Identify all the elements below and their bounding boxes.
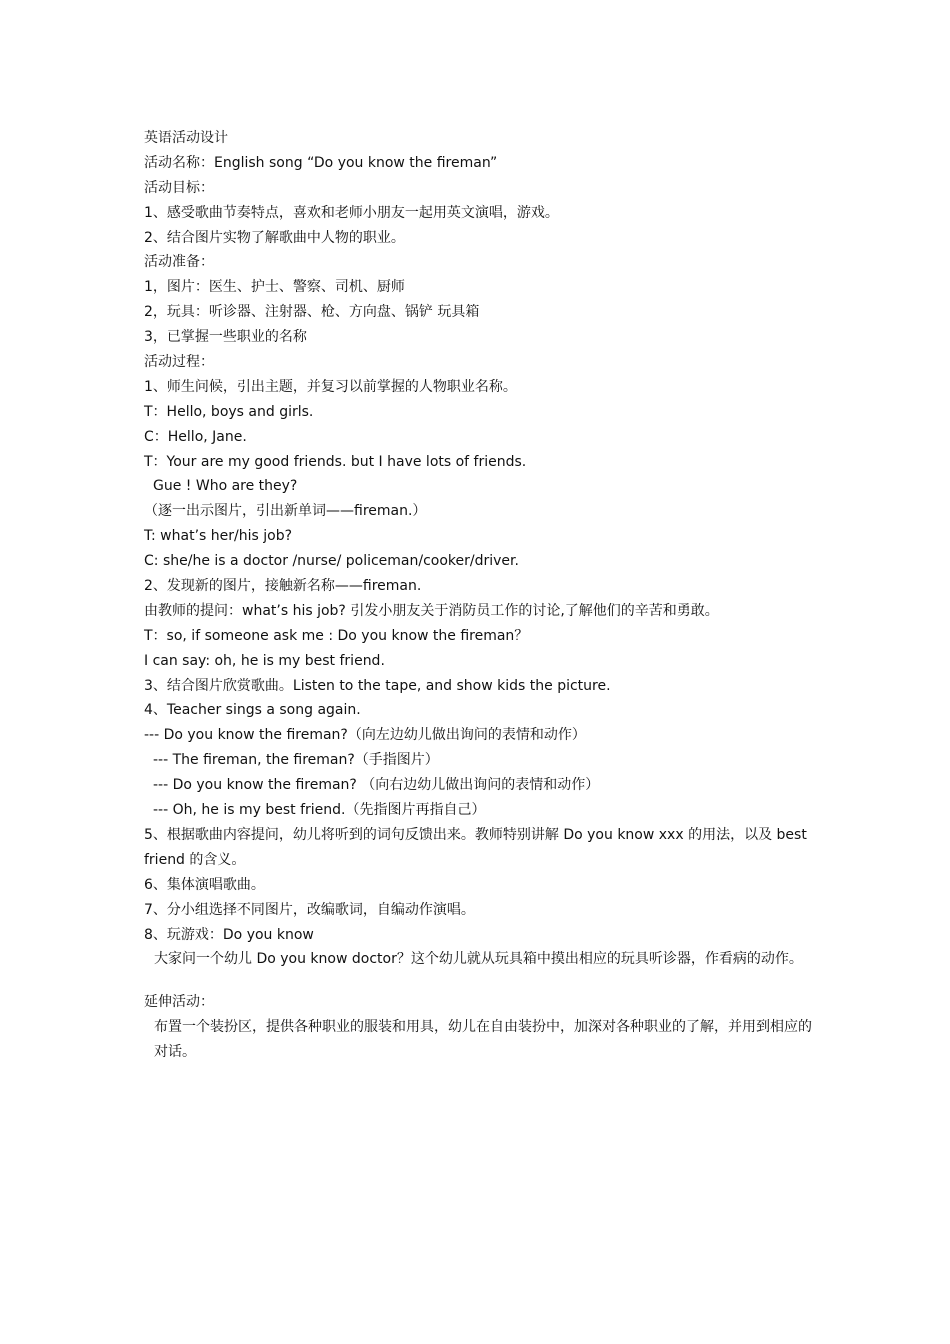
process-line: 1、师生问候，引出主题，并复习以前掌握的人物职业名称。 [144,378,517,395]
process-line: 3、结合图片欣赏歌曲。Listen to the tape, and show kids the picture. [144,677,611,694]
prep-item: 2，玩具：听诊器、注射器、枪、方向盘、锅铲 玩具箱 [144,304,480,321]
document-title: 英语活动设计 [144,130,228,146]
process-line: 5、根据歌曲内容提问，幼儿将听到的词句反馈出来。教师特别讲解 Do you know xxx 的用法，以及 best friend 的含义。 [144,826,807,868]
prep-heading: 活动准备： [144,254,214,271]
document-body [144,126,824,1065]
dialogue-line: Gue ! Who are they? [153,478,298,495]
prep-item: 1，图片：医生、护士、警察、司机、厨师 [144,279,405,296]
process-line: 6、集体演唱歌曲。 [144,876,265,893]
song-lyric-line: --- The fireman, the fireman?（手指图片） [153,752,439,769]
dialogue-line: I can say: oh, he is my best friend. [144,652,385,669]
extension-heading: 延伸活动： [144,994,214,1011]
process-line: 2、发现新的图片，接触新名称——fireman. [144,578,422,595]
goal-item: 1、感受歌曲节奏特点，喜欢和老师小朋友一起用英文演唱，游戏。 [144,204,559,221]
dialogue-line: T：Hello, boys and girls. [144,403,314,420]
section-spacer [144,972,824,990]
process-heading: 活动过程： [144,354,214,371]
song-lyric-line: --- Do you know the fireman? （向右边幼儿做出询问的表情和动作） [153,777,600,794]
dialogue-line: T: what’s her/his job? [144,528,293,545]
dialogue-line: C: she/he is a doctor /nurse/ policeman/cooker/driver. [144,553,519,570]
goals-heading: 活动目标： [144,179,214,196]
activity-name: 活动名称：English song “Do you know the fireman” [144,154,498,171]
goal-item: 2、结合图片实物了解歌曲中人物的职业。 [144,229,405,246]
song-lyric-line: --- Do you know the fireman?（向左边幼儿做出询问的表情和动作） [144,727,586,744]
process-note: （逐一出示图片，引出新单词——fireman.） [144,503,427,520]
process-line: 由教师的提问：what’s his job? 引发小朋友关于消防员工作的讨论,了解他们的辛苦和勇敢。 [144,602,719,619]
extension-text: 布置一个装扮区，提供各种职业的服装和用具，幼儿在自由装扮中，加深对各种职业的了解，并用到相应的对话。 [154,1019,812,1061]
game-description: 大家问一个幼儿 Do you know doctor？这个幼儿就从玩具箱中摸出相应的玩具听诊器，作看病的动作。 [154,951,803,968]
song-lyric-line: --- Oh, he is my best friend.（先指图片再指自己） [153,802,486,819]
dialogue-line: T：Your are my good friends. but I have lots of friends. [144,453,527,470]
dialogue-line: T：so, if someone ask me : Do you know the fireman？ [144,627,529,644]
process-line: 4、Teacher sings a song again. [144,702,361,719]
prep-item: 3，已掌握一些职业的名称 [144,329,307,346]
dialogue-line: C：Hello, Jane. [144,428,247,445]
process-line: 8、玩游戏：Do you know [144,926,314,943]
process-line: 7、分小组选择不同图片，改编歌词，自编动作演唱。 [144,901,475,918]
